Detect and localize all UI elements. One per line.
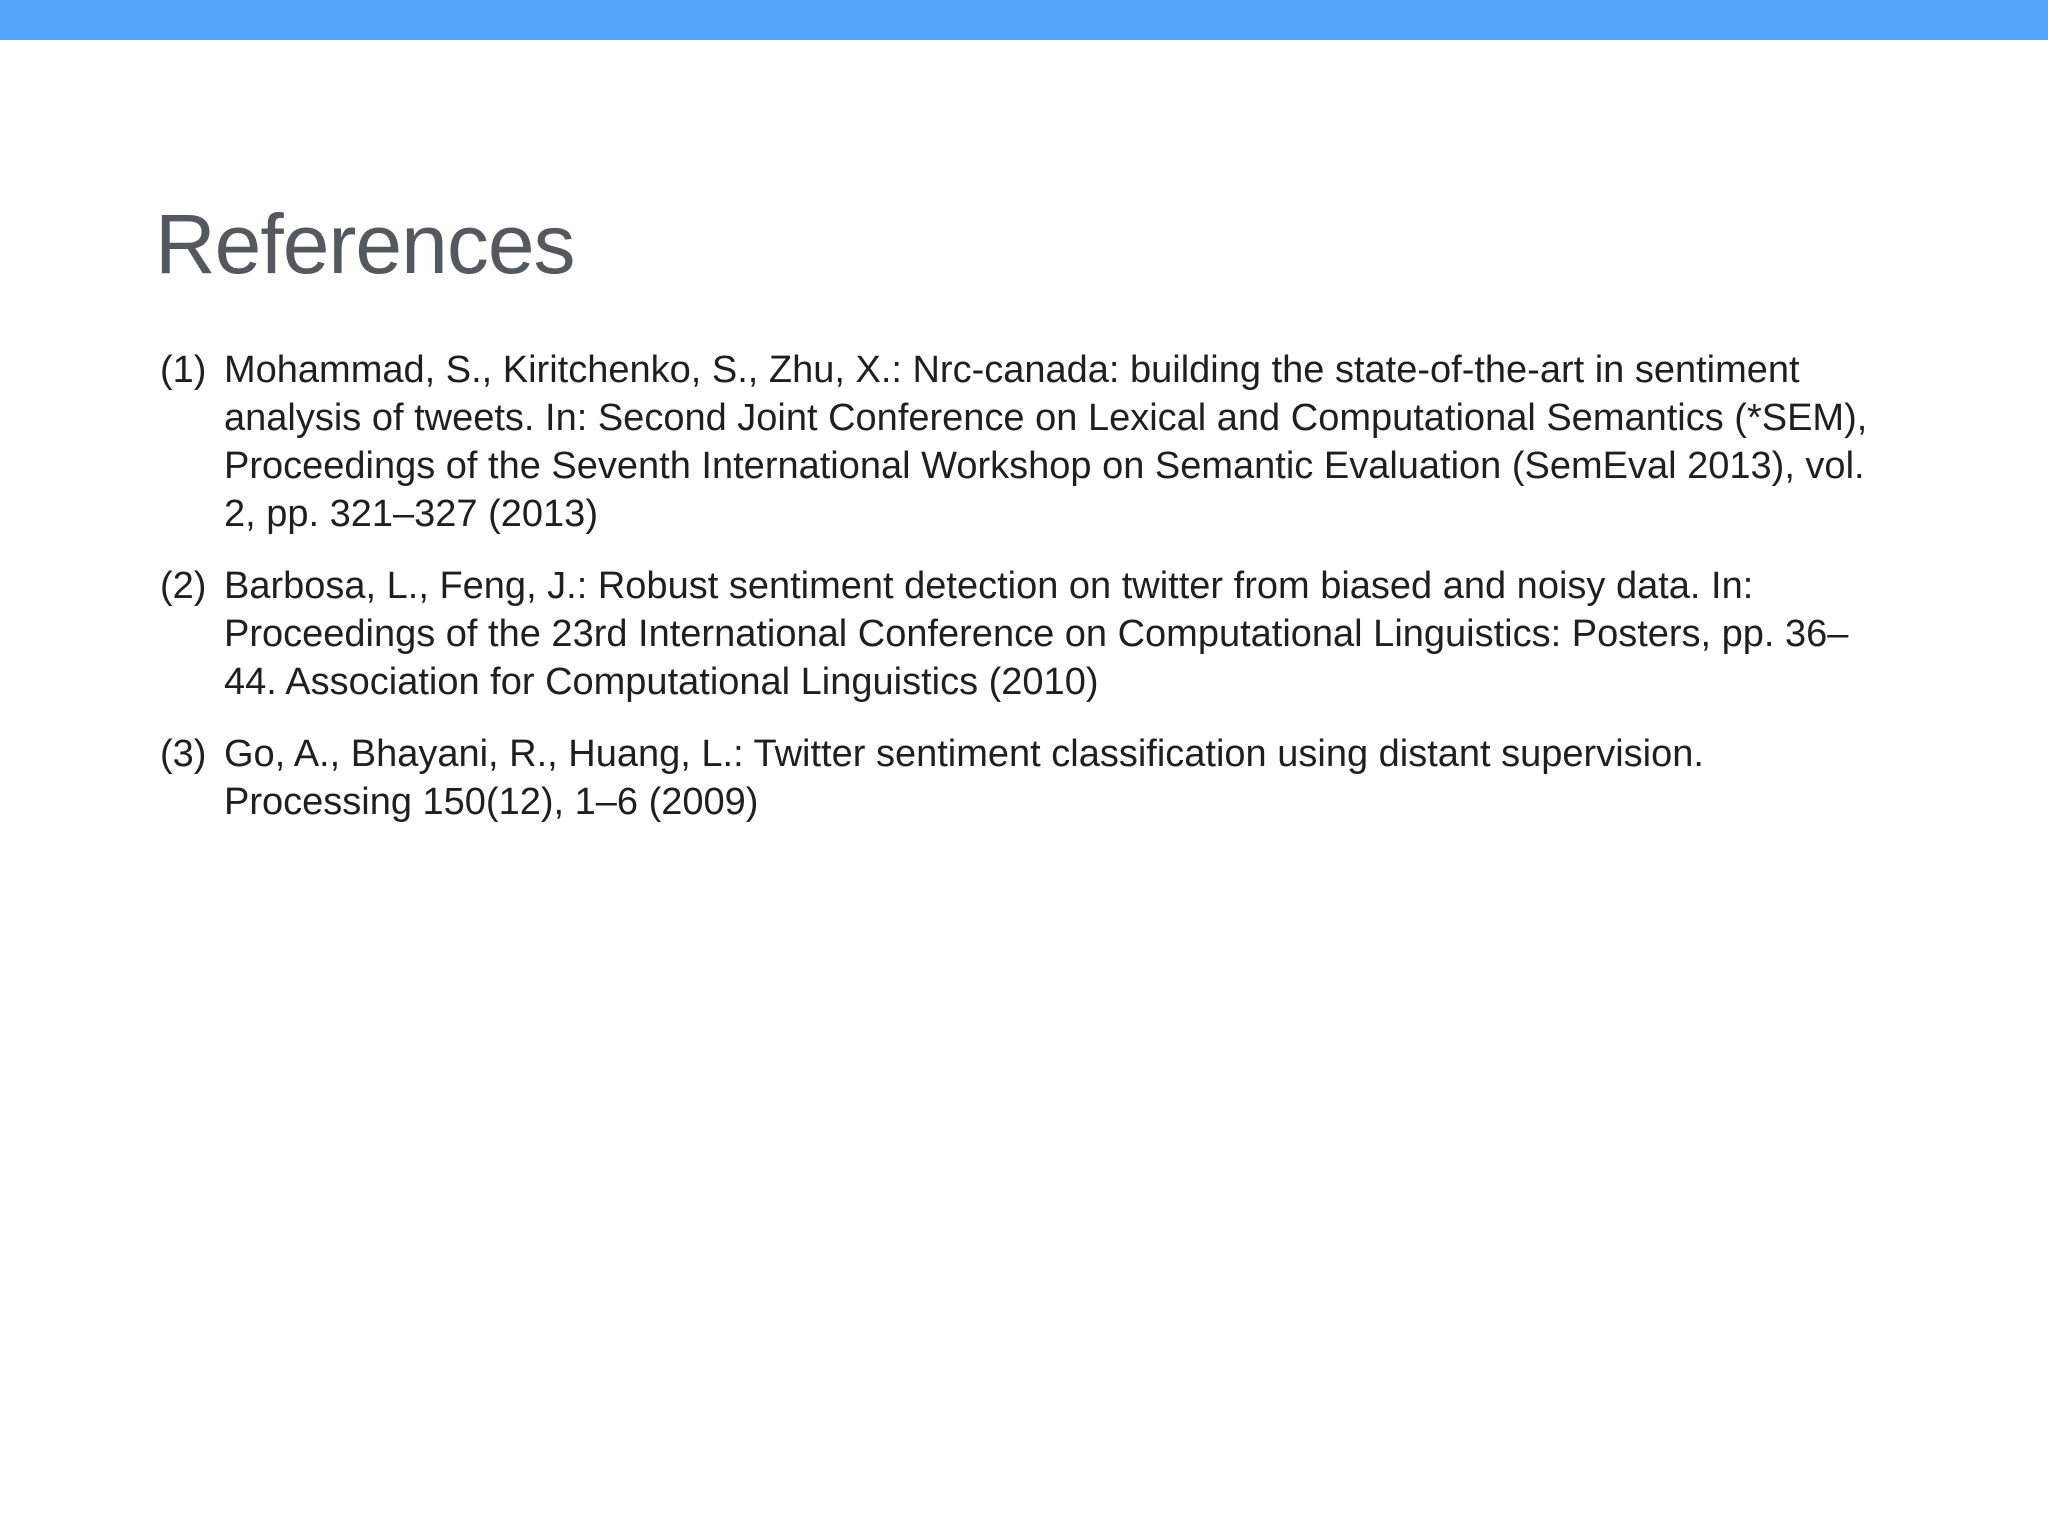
reference-item [160,730,1900,826]
accent-bar [0,0,2048,40]
reference-number: (3) [160,733,207,775]
reference-text: Mohammad, S., Kiritchenko, S., Zhu, X.: Nrc-canada: building the state-of-the-art in sentiment analysis of tweets. In: Second Joint Conference on Lexical and Computational Semantics (*SEM), Proceedings of the Seventh International Workshop on Semantic Evaluation (SemEval 2013), vol. 2, pp. 321–327 (2013) [224,349,1868,535]
reference-item [160,346,1900,538]
reference-number: (1) [160,349,207,391]
reference-text: Go, A., Bhayani, R., Huang, L.: Twitter sentiment classification using distant supervision. Processing 150(12), 1–6 (2009) [224,733,1704,823]
page-title: References [155,197,575,291]
reference-text: Barbosa, L., Feng, J.: Robust sentiment detection on twitter from biased and noisy data. In: Proceedings of the 23rd International Conference on Computational Linguistics: Posters, pp. 36–44. Association for Computational Linguistics (2010) [224,565,1849,703]
reference-list [160,346,1900,850]
reference-number: (2) [160,565,207,607]
reference-item [160,562,1900,706]
